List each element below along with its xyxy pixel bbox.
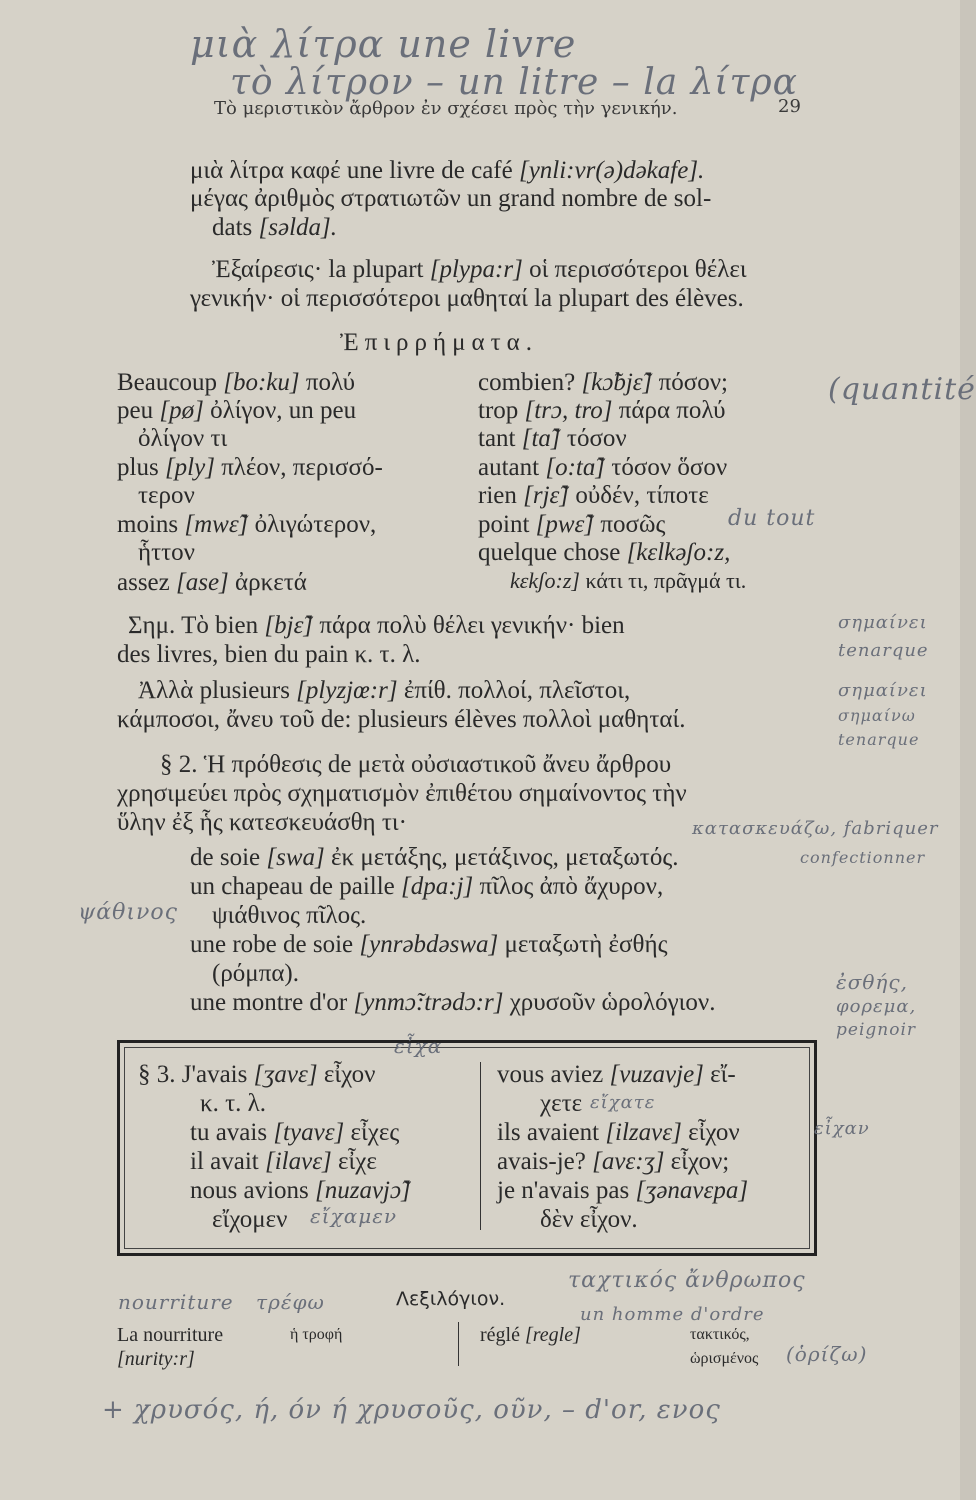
handwritten-esthes: ἐσθής, <box>836 970 908 994</box>
handwritten-eicha: εἶχα <box>394 1034 443 1058</box>
conjugation-right-row: ils avaient [ilzavɛ] εἶχον <box>497 1119 740 1146</box>
vocab-word-2: réglé [regle] <box>480 1324 581 1346</box>
vocab-word-2-greek-2: ὡρισμένος <box>690 1350 759 1367</box>
example-line: ψιάθινος πῖλος. <box>212 902 367 929</box>
handwritten-margin-quantite: (quantité <box>828 372 976 407</box>
note-line-2: des livres, bien du pain κ. τ. λ. <box>117 641 421 668</box>
adverb-right-row: point [pwɛ̃] ποσῶς <box>478 511 666 538</box>
adverb-right-row: trop [trɔ, tro] πάρα πολύ <box>478 397 726 424</box>
conjugation-left-row: nous avions [nuzavjɔ̃] <box>190 1177 411 1204</box>
adverb-left-row: moins [mwɛ̃] ὀλιγώτερον, <box>117 511 377 538</box>
handwritten-margin-4: σημαίνω <box>838 706 916 725</box>
handwritten-confection: confectionner <box>800 848 926 867</box>
conjugation-right-row: vous aviez [vuzavje] εἴ- <box>497 1061 736 1088</box>
example-line: de soie [swa] ἐκ μετάξης, μετάξινος, μεταξωτός. <box>190 844 679 871</box>
handwritten-note-top-2: τὸ λίτρον – un litre – la λίτρα <box>230 62 798 103</box>
conjugation-right-row: δὲν εἶχον. <box>540 1206 638 1233</box>
handwritten-eichamen: εἴχαμεν <box>310 1204 398 1228</box>
note-line-4: κάμποσοι, ἄνευ τοῦ de: plusieurs élèves πολλοὶ μαθηταί. <box>117 706 686 733</box>
section-title-adverbs: Ἐπιρρήματα. <box>340 329 538 356</box>
vocab-word-1-greek: ἡ τροφή <box>290 1326 343 1343</box>
adverb-left-row: ἧττον <box>138 539 195 566</box>
conjugation-left-row: § 3. J'avais [ʒavɛ] εἶχον <box>138 1061 376 1088</box>
example-line: une montre d'or [ynmɔ̃:trədɔ:r] χρυσοῦν ὡρολόγιον. <box>190 989 716 1016</box>
text-line-2: μέγας ἀριθμὸς στρατιωτῶν un grand nombre de sol- <box>190 185 712 212</box>
adverb-left-row: plus [ply] πλέον, περισσό- <box>117 454 383 481</box>
vocab-divider <box>458 1322 459 1366</box>
conjugation-right-row: je n'avais pas [ʒənavɛpa] <box>497 1177 749 1204</box>
adverb-left-row: τερον <box>138 482 195 509</box>
handwritten-eichan: εἶχαν <box>814 1118 870 1139</box>
adverb-left-row: assez [ase] ἀρκετά <box>117 569 307 596</box>
adverb-right-row: rien [rjɛ̃] οὐδέν, τίποτε <box>478 482 709 509</box>
handwritten-margin-2: tenarque <box>838 640 929 661</box>
example-line: un chapeau de paille [dpa:j] πῖλος ἀπὸ ἄχυρον, <box>190 873 664 900</box>
handwritten-margin-5: tenarque <box>838 730 920 749</box>
adverb-left-row: ὀλίγον τι <box>138 425 228 452</box>
vocab-word-2-greek-1: τακτικός, <box>690 1326 750 1343</box>
handwritten-bottom-note: + χρυσός, ή, όν ή χρυσοῦς, οῦν, – d'or, ενος <box>102 1395 721 1425</box>
adverb-left-row: Beaucoup [bo:ku] πολύ <box>117 369 356 396</box>
section2-line-1: § 2. Ἡ πρόθεσις de μετὰ οὐσιαστικοῦ ἄνευ ἄρθρου <box>160 751 672 778</box>
example-line: (ρόμπα). <box>212 960 299 987</box>
handwritten-margin-1: σημαίνει <box>838 612 928 633</box>
conjugation-left-row: εἴχομεν <box>212 1206 288 1233</box>
vocab-title: Λεξιλόγιον. <box>396 1288 506 1310</box>
page-number: 29 <box>778 96 801 117</box>
text-line-5: γενικήν· οἱ περισσότεροι μαθηταί la plupart des élèves. <box>190 285 744 312</box>
text-line-3: dats [səlda]. <box>212 214 338 241</box>
adverb-right-row: autant [o:tɑ̃] τόσον ὅσον <box>478 454 728 481</box>
adverb-right-row: quelque chose [kɛlkəʃo:z, <box>478 539 731 566</box>
example-line: une robe de soie [ynrəbdəswa] μεταξωτὴ ἐσθής <box>190 931 668 958</box>
section2-line-2: χρησιμεύει πρὸς σχηματισμὸν ἐπιθέτου σημαίνοντος τὴν <box>117 780 687 807</box>
conjugation-left-row: tu avais [tyavɛ] εἶχες <box>190 1119 400 1146</box>
handwritten-psathinos: ψάθινος <box>78 900 178 925</box>
text-line-4: Ἐξαίρεσις· la plupart [plypa:r] οἱ περισσότεροι θέλει <box>212 256 747 283</box>
handwritten-peigner: peignoir <box>836 1020 917 1040</box>
handwritten-trefo: τρέφω <box>256 1290 325 1314</box>
adverb-left-row: peu [pø] ὀλίγον, un peu <box>117 397 357 424</box>
text-line-1: μιὰ λίτρα καφέ une livre de café [ynli:vr(ə)dəkafe]. <box>190 157 705 184</box>
adverb-right-row: kɛkʃo:z] κάτι τι, πρᾶγμά τι. <box>510 568 747 593</box>
handwritten-orizo: (ὁρίζω) <box>786 1342 868 1366</box>
section2-line-3: ὕλην ἐξ ἧς κατεσκευάσθη τι· <box>117 809 407 836</box>
handwritten-eichate: εἴχατε <box>590 1092 656 1113</box>
adverb-right-row: combien? [kɔ̃bjɛ̃] πόσον; <box>478 369 728 396</box>
handwritten-note-tout: du tout <box>728 506 816 531</box>
conjugation-left-row: il avait [ilavɛ] εἶχε <box>190 1148 377 1175</box>
handwritten-margin-3: σημαίνει <box>838 680 928 701</box>
handwritten-homme: un homme d'ordre <box>580 1304 765 1325</box>
vocab-word-1-ipa: [nurity:r] <box>117 1348 195 1370</box>
conjugation-right-row: avais-je? [avɛ:ʒ] εἶχον; <box>497 1148 730 1175</box>
handwritten-kataskeuazo: κατασκευάζω, fabriquer <box>692 818 939 839</box>
handwritten-nourriture: nourriture <box>118 1290 234 1314</box>
vocab-word-1: La nourriture <box>117 1324 224 1346</box>
conjugation-left-row: κ. τ. λ. <box>200 1090 267 1117</box>
note-line-1: Σημ. Τὸ bien [bjɛ̃] πάρα πολὺ θέλει γενικήν· bien <box>128 612 625 639</box>
box-divider <box>480 1062 481 1230</box>
running-header: Τὸ μεριστικὸν ἄρθρον ἐν σχέσει πρὸς τὴν γενικήν. <box>214 98 678 119</box>
conjugation-right-row: χετε <box>540 1090 583 1117</box>
handwritten-taktikos: ταχτικός ἄνθρωπος <box>568 1268 806 1293</box>
note-line-3: Ἀλλὰ plusieurs [plyzjœ:r] ἐπίθ. πολλοί, πλεῖστοι, <box>138 677 631 704</box>
handwritten-foreme: φορεμα, <box>836 996 917 1017</box>
adverb-right-row: tant [tɑ̃] τόσον <box>478 425 627 452</box>
handwritten-note-top-1: μιὰ λίτρα une livre <box>190 22 577 66</box>
